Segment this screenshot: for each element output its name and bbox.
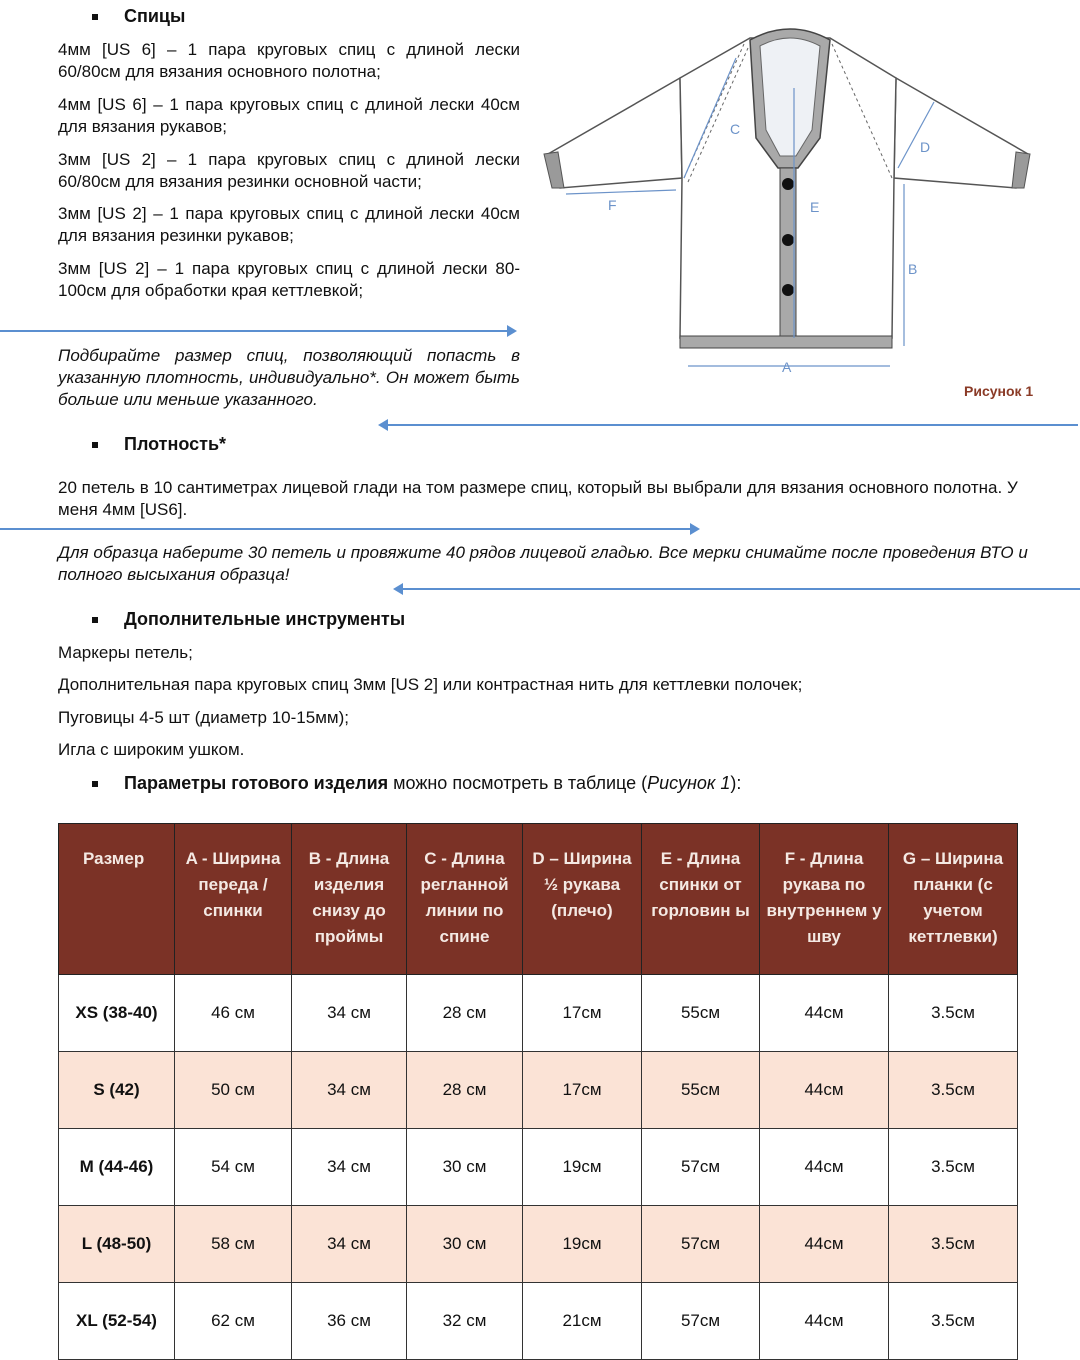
table-row [59,1129,1018,1206]
header-e: E - Длина спинки от горловин ы [642,824,760,975]
needle-item-4: 3мм [US 2] – 1 пара круговых спиц с длиной лески 40см для вязания резинки рукавов; [58,204,520,245]
table-cell: 36 см [292,1283,407,1360]
table-cell: S (42) [59,1052,175,1129]
arrow-right-2 [0,528,698,530]
table-cell: 3.5см [889,975,1018,1052]
table-cell: 55см [642,1052,760,1129]
table-cell: 21см [523,1283,642,1360]
header-d: D – Ширина ½ рукава (плечо) [523,824,642,975]
table-cell: 3.5см [889,1206,1018,1283]
button-3 [782,284,794,296]
table-cell: 57см [642,1283,760,1360]
header-b: B - Длина изделия снизу до проймы [292,824,407,975]
table-cell: 19см [523,1206,642,1283]
table-row [59,1206,1018,1283]
table-cell: 62 см [175,1283,292,1360]
needle-item-5: 3мм [US 2] – 1 пара круговых спиц с длиной лески 80-100см для обработки края кеттлевкой; [58,259,520,300]
bullet-square-icon [92,14,98,20]
table-cell: 44см [760,1206,889,1283]
table-cell: 28 см [407,1052,523,1129]
header-a: A - Ширина переда /спинки [175,824,292,975]
label-f: F [608,197,617,213]
arrow-left-2 [395,588,1080,590]
table-cell: 34 см [292,1129,407,1206]
header-c: C - Длина регланной линии по спине [407,824,523,975]
table-cell: 19см [523,1129,642,1206]
table-cell: 17см [523,1052,642,1129]
needle-item-2: 4мм [US 6] – 1 пара круговых спиц с длиной лески 40см для вязания рукавов; [58,95,520,136]
button-2 [782,234,794,246]
label-d: D [920,139,931,155]
table-cell: L (48-50) [59,1206,175,1283]
density-text: 20 петель в 10 сантиметрах лицевой глади на том размере спиц, который вы выбрали для вязания основного полотна. У меня 4мм [US6]. [58,478,1018,519]
label-a: A [782,359,792,375]
sizes-table [58,823,1018,1360]
table-cell: 30 см [407,1206,523,1283]
needle-note: Подбирайте размер спиц, позволяющий попасть в указанную плотность, индивидуально*. Он может быть больше или меньше указанного. [58,346,520,409]
table-cell: 3.5см [889,1052,1018,1129]
table-row [59,1283,1018,1360]
table-cell: 30 см [407,1129,523,1206]
header-g: G – Ширина планки (с учетом кеттлевки) [889,824,1018,975]
tool-item-3: Пуговицы 4-5 шт (диаметр 10-15мм); [58,708,349,727]
density-note: Для образца наберите 30 петель и провяжите 40 рядов лицевой гладью. Все мерки снимайте после проведения ВТО и полного высыхания образца! [58,543,1028,584]
label-c: C [730,121,741,137]
bullet-square-icon [92,442,98,448]
arrow-right-1 [0,330,515,332]
table-cell: 32 см [407,1283,523,1360]
header-size: Размер [59,824,175,975]
table-cell: 44см [760,1052,889,1129]
table-cell: 57см [642,1129,760,1206]
table-cell: 54 см [175,1129,292,1206]
table-cell: 44см [760,975,889,1052]
table-cell: 17см [523,975,642,1052]
bullet-square-icon [92,617,98,623]
arrow-left-1 [380,424,1078,426]
table-cell: XL (52-54) [59,1283,175,1360]
figure-caption: Рисунок 1 [964,383,1034,399]
table-cell: 55см [642,975,760,1052]
table-cell: 44см [760,1129,889,1206]
table-cell: 50 см [175,1052,292,1129]
table-cell: 3.5см [889,1129,1018,1206]
table-cell: 57см [642,1206,760,1283]
table-cell: 46 см [175,975,292,1052]
needle-item-3: 3мм [US 2] – 1 пара круговых спиц с длиной лески 60/80см для вязания резинки основной части; [58,150,520,191]
table-cell: XS (38-40) [59,975,175,1052]
label-b: B [908,261,918,277]
table-cell: 34 см [292,1052,407,1129]
table-cell: 58 см [175,1206,292,1283]
table-cell: 3.5см [889,1283,1018,1360]
table-cell: 34 см [292,1206,407,1283]
tool-item-4: Игла с широким ушком. [58,740,245,759]
button-1 [782,178,794,190]
tool-item-2: Дополнительная пара круговых спиц 3мм [US 2] или контрастная нить для кеттлевки полочек; [58,675,803,694]
table-row [59,975,1018,1052]
cardigan-diagram [540,18,1040,378]
bullet-square-icon [92,781,98,787]
needle-item-1: 4мм [US 6] – 1 пара круговых спиц с длиной лески 60/80см для вязания основного полотна; [58,40,520,81]
table-cell: 34 см [292,975,407,1052]
tool-item-1: Маркеры петель; [58,643,193,662]
label-e: E [810,199,820,215]
table-cell: 28 см [407,975,523,1052]
table-row [59,1052,1018,1129]
table-cell: M (44-46) [59,1129,175,1206]
header-f: F - Длина рукава по внутреннем у шву [760,824,889,975]
table-cell: 44см [760,1283,889,1360]
table-header-row [59,824,1018,975]
